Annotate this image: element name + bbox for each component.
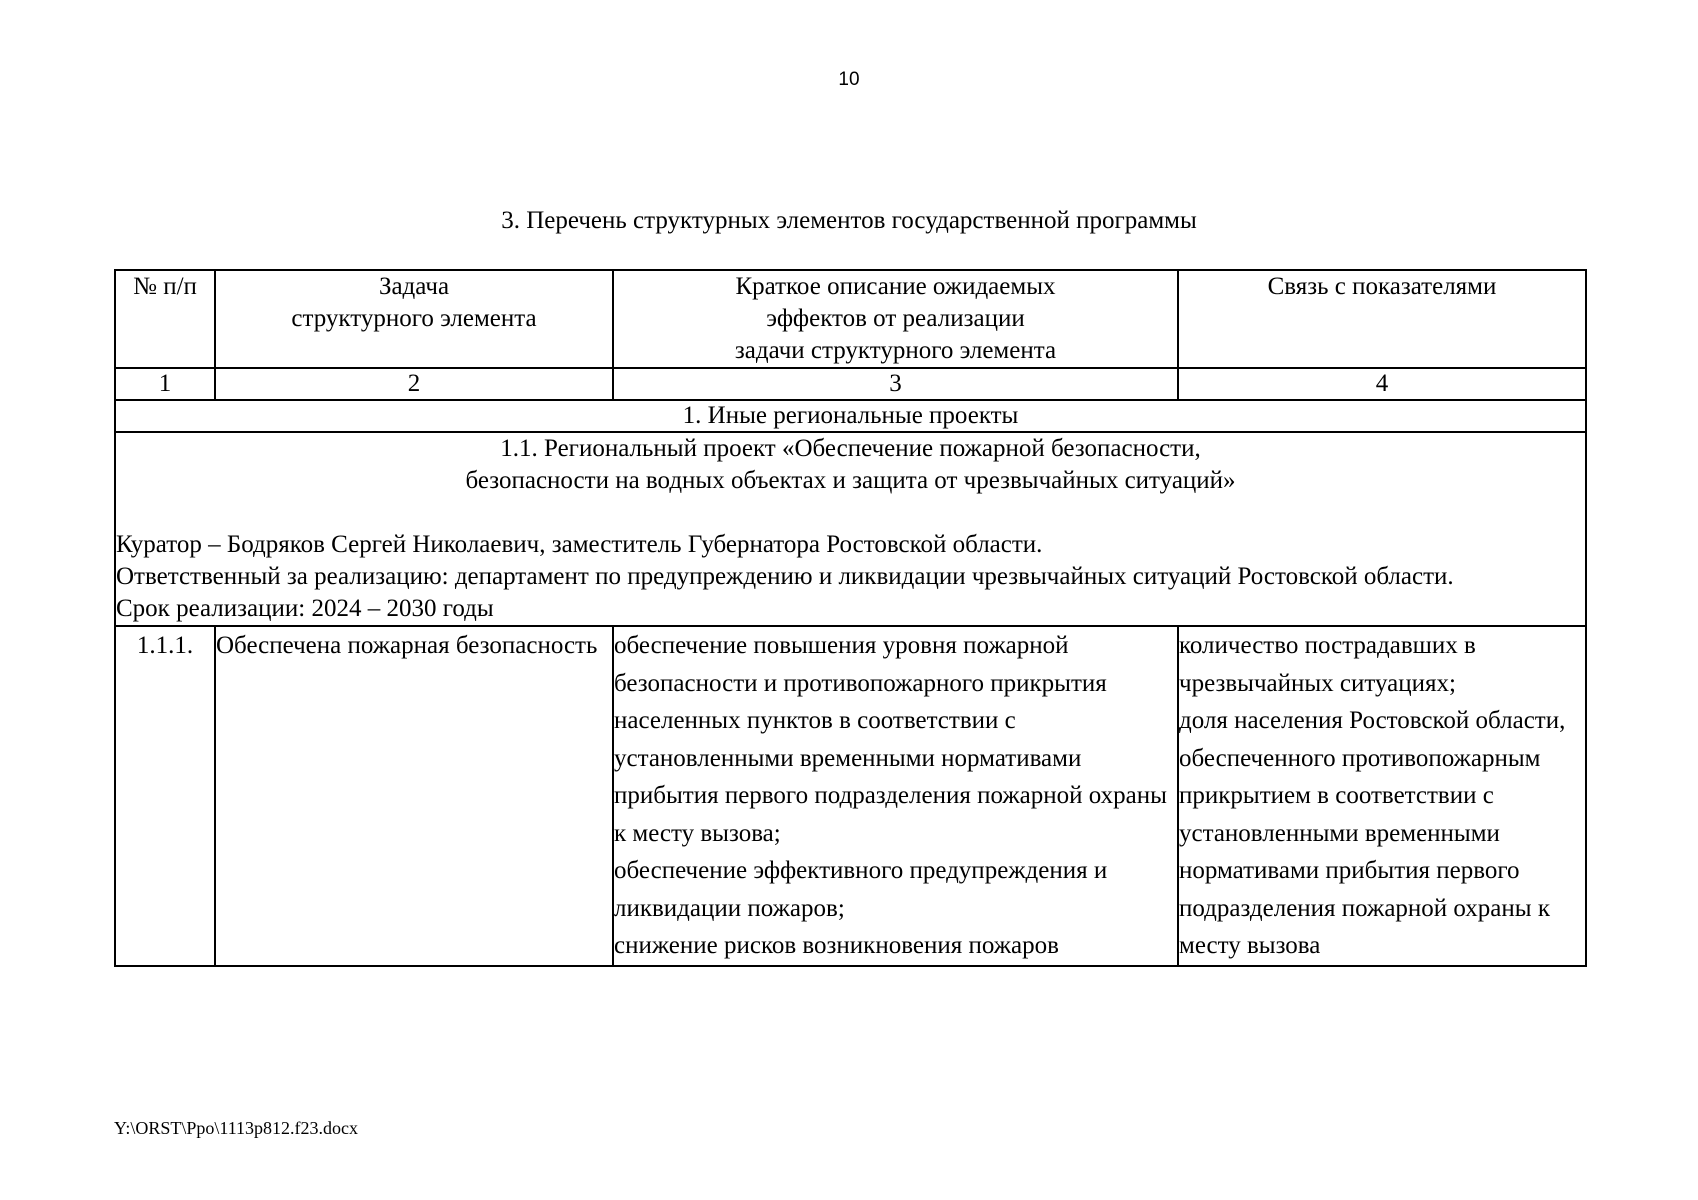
project-title-line: 1.1. Региональный проект «Обеспечение пожарной безопасности, <box>500 435 1201 462</box>
column-number-cell: 2 <box>215 368 613 400</box>
project-row <box>115 432 1586 626</box>
header-cell-indicators: Связь с показателями <box>1178 270 1586 368</box>
structural-elements-table <box>114 269 1587 967</box>
header-cell-number: № п/п <box>115 270 215 368</box>
table-row <box>115 626 1586 966</box>
project-cell <box>115 432 1586 626</box>
project-title <box>116 433 1585 497</box>
project-info <box>116 529 1585 625</box>
column-number-row <box>115 368 1586 400</box>
page-number: 10 <box>838 69 860 90</box>
column-number-cell: 4 <box>1178 368 1586 400</box>
row-number: 1.1.1. <box>115 626 215 966</box>
row-indicators: количество пострадавших в чрезвычайных ситуациях; доля населения Ростовской области, обеспеченного противопожарным прикрытием в соответствии с установленными временными нормативами прибытия первого подразделения пожарной охраны к месту вызова <box>1178 626 1586 966</box>
project-term: Срок реализации: 2024 – 2030 годы <box>116 595 494 622</box>
section-title: 3. Перечень структурных элементов государственной программы <box>501 207 1197 234</box>
project-title-line: безопасности на водных объектах и защита от чрезвычайных ситуаций» <box>465 467 1236 494</box>
group-title: 1. Иные региональные проекты <box>115 400 1586 432</box>
row-task: Обеспечена пожарная безопасность <box>215 626 613 966</box>
header-cell-effects: Краткое описание ожидаемых эффектов от реализации задачи структурного элемента <box>613 270 1178 368</box>
row-effects: обеспечение повышения уровня пожарной безопасности и противопожарного прикрытия населенных пунктов в соответствии с установленными временными нормативами прибытия первого подразделения пожарной охраны к месту вызова; обеспечение эффективного предупреждения и ликвидации пожаров; снижение рисков возникновения пожаров <box>613 626 1178 966</box>
table-header-row <box>115 270 1586 368</box>
footer-file-path: Y:\ORST\Ppo\1113p812.f23.docx <box>114 1118 359 1138</box>
header-cell-task: Задача структурного элемента <box>215 270 613 368</box>
project-responsible: Ответственный за реализацию: департамент по предупреждению и ликвидации чрезвычайных ситуаций Ростовской области. <box>116 563 1454 590</box>
column-number-cell: 1 <box>115 368 215 400</box>
group-row <box>115 400 1586 432</box>
project-curator: Куратор – Бодряков Сергей Николаевич, заместитель Губернатора Ростовской области. <box>116 531 1043 558</box>
column-number-cell: 3 <box>613 368 1178 400</box>
